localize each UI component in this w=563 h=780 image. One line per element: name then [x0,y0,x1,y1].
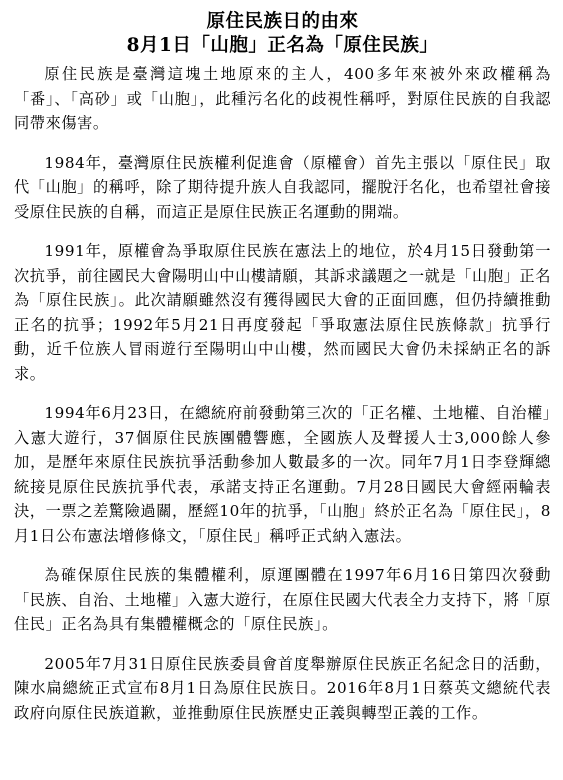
document-page [14,10,551,740]
paragraph-1984: 1984年，臺灣原住民族權利促進會（原權會）首先主張以「原住民」取代「山胞」的稱呼，除了期待提升族人自我認同，擺脫汙名化，也希望社會接受原住民族的自稱，而這正是原住民族正名運動的開端。 [14,153,551,221]
paragraph-1997: 為確保原住民族的集體權利，原運團體在1997年6月16日第四次發動「民族、自治、土地權」入憲大遊行，在原住民國大代表全力支持下，將「原住民」正名為具有集體權概念的「原住民族」。 [14,566,551,633]
document-title: 原住民族日的由來 [206,11,359,32]
paragraph-2005: 2005年7月31日原住民族委員會首度舉辦原住民族正名紀念日的活動，陳水扁總統正式宣布8月1日為原住民族日。2016年8月1日蔡英文總統代表政府向原住民族道歉，並推動原住民族歷史正義與轉型正義的工作。 [14,654,551,722]
document-subtitle: 8月1日「山胞」正名為「原住民族」 [126,35,439,56]
paragraph-1991: 1991年，原權會為爭取原住民族在憲法上的地位，於4月15日發動第一次抗爭，前往國民大會陽明山中山樓請願，其訴求議題之一就是「山胞」正名為「原住民族」。此次請願雖然沒有獲得國民大會的正面回應，但仍持續推動正名的抗爭；1992年5月21日再度發起「爭取憲法原住民族條款」抗爭行動，近千位族人冒雨遊行至陽明山中山樓，然而國民大會仍未採納正名的訴求。 [14,242,551,383]
paragraph-intro: 原住民族是臺灣這塊土地原來的主人，400多年來被外來政權稱為「番」、「高砂」或「山胞」，此種污名化的歧視性稱呼，對原住民族的自我認同帶來傷害。 [14,65,551,132]
paragraph-1994: 1994年6月23日，在總統府前發動第三次的「正名權、土地權、自治權」入憲大遊行，37個原住民族團體響應，全國族人及聲援人士3,000餘人參加，是歷年來原住民族抗爭活動參加人數最多的一次。同年7月1日李登輝總統接見原住民族抗爭代表，承諾支持正名運動。7月28日國民大會經兩輪表決，一票之差驚險過關，歷經10年的抗爭，「山胞」終於正名為「原住民」，8月1日公布憲法增修條文，「原住民」稱呼正式納入憲法。 [14,404,551,545]
